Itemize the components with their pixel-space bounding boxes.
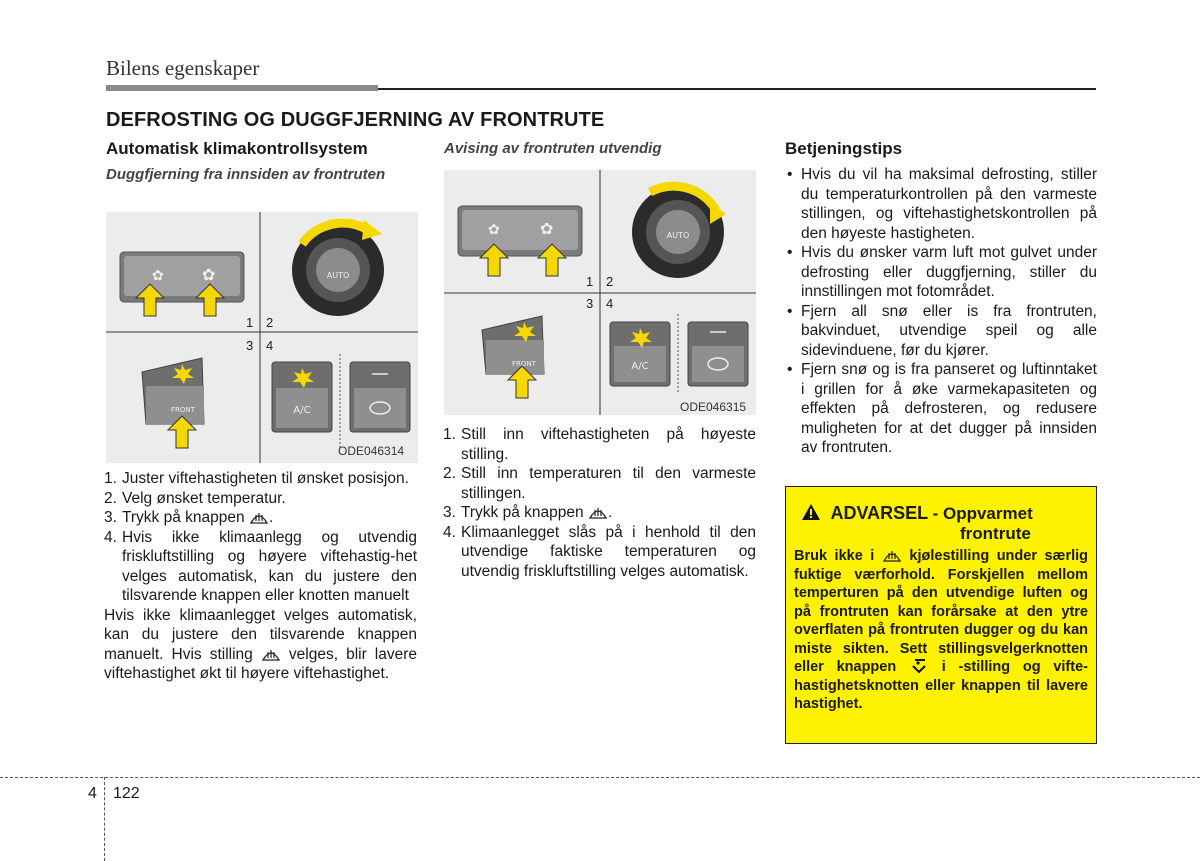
svg-text:✿: ✿ [540,219,554,238]
col2-text [443,425,756,581]
section-title: DEFROSTING OG DUGGFJERNING AV FRONTRUTE [106,109,605,131]
tip-item: • Hvis du ønsker varm luft mot gulvet under defrosting eller duggfjerning, stiller du innstillingen mot fotområdet. [785,243,1097,302]
col2-step-2: 2. Still inn temperaturen til den varmeste stillingen. [443,465,756,502]
tip-item: • Fjern snø og is fra panseret og luftinntaket i grillen for å øke varmekapasiteten og effekten på defrosteren, og redusere muligheten for at det dugger på innsiden av frontruten. [785,360,1097,458]
col1-step-4: 4. Hvis ikke klimaanlegg og utvendig friskluftstilling og høyere viftehastig-het velges automatisk, kan du justere den tilsvarende knappen eller knotten manuelt [104,528,417,604]
floor-defrost-mode-icon [909,658,929,674]
fig1-label-1: 1 [246,315,254,330]
fig2-label-3: 3 [586,296,594,311]
svg-text:A/C: A/C [631,361,649,372]
header-rule-gray [106,85,378,91]
col1-heading: Automatisk klimakontrollsystem [106,139,368,158]
column-1 [106,139,418,185]
chapter-number: 4 [88,785,97,802]
col3-heading: Betjeningstips [785,139,903,158]
svg-text:✿: ✿ [202,265,216,284]
tip-item: • Fjern all snø eller is fra frontruten, bakvinduet, utvendige speil og alle sidevinduene, før du kjører. [785,302,1097,361]
warning-box [785,486,1097,744]
figure-1-illustration [106,212,418,463]
col2-steps [443,425,756,581]
defrost-front-icon [261,646,281,662]
warning-triangle-icon [802,504,820,520]
fig1-label-2: 2 [266,315,274,330]
header-title: Bilens egenskaper [106,56,260,80]
svg-text:FRONT: FRONT [171,406,195,414]
warning-text: Bruk ikke i kjølestilling under særlig fuktige værforhold. Forskjellen mellom temperturen på den utvendige luften og på frontruten kan forårsake at den ytre overflaten på frontruten dugger og du kan miste sikten. Sett stillingsvelgerknotten eller knappen i -stilling og vifte-hastighetsknotten eller knappen til lavere hastighet. [794,548,1089,712]
col1-step-3: 3. Trykk på knappen . [104,509,274,526]
col1-step-1: 1. Juster viftehastigheten til ønsket posisjon. [104,470,409,487]
defrost-front-icon [882,547,902,563]
fig1-label-4: 4 [266,338,274,353]
figure-2-illustration [444,170,756,415]
fig2-label-2: 2 [606,274,614,289]
figure-1-code: ODE046314 [338,444,405,458]
footer-divider [0,777,1200,778]
defrost-front-icon [249,509,269,525]
fig2-label-1: 1 [586,274,594,289]
svg-text:AUTO: AUTO [326,271,350,280]
column-3 [785,139,1097,458]
svg-text:AUTO: AUTO [666,231,690,240]
header-rule-black [378,88,1096,90]
page-number: 122 [113,785,140,802]
col2-subheading: Avising av frontruten utvendig [444,140,662,157]
col1-text [104,469,417,684]
fig1-label-3: 3 [246,338,254,353]
figure-2 [444,170,756,415]
footer-vertical-divider [104,777,105,861]
col3-tips [785,165,1097,458]
svg-text:A/C: A/C [293,405,311,416]
figure-1 [106,212,418,463]
warning-header [798,503,1088,544]
col1-steps [104,469,417,606]
col2-step-1: 1. Still inn viftehastigheten på høyeste stilling. [443,426,756,463]
svg-text:✿: ✿ [152,268,164,284]
fig2-label-4: 4 [606,296,614,311]
svg-text:✿: ✿ [488,222,500,238]
col2-step-4: 4. Klimaanlegget slås på i henhold til den utvendige faktiske temperaturen og utvendig friskluftstilling velges automatisk. [443,523,756,580]
tip-item: • Hvis du vil ha maksimal defrosting, stiller du temperaturkontrollen på den varmeste stillingen, og viftehastighetskontrollen på den høyeste hastigheten. [785,165,1097,243]
col1-subheading: Duggfjerning fra innsiden av frontruten [106,166,386,183]
col1-step-2: 2. Velg ønsket temperatur. [104,489,286,507]
col2-step-3: 3. Trykk på knappen . [443,504,613,521]
svg-text:FRONT: FRONT [512,360,536,368]
col1-paragraph: Hvis ikke klimaanlegget velges automatisk, kan du justere den tilsvarende knappen manuelt. Hvis stilling velges, blir lavere viftehastighet økt til høyere viftehastighet. [104,606,418,682]
warning-subtitle-1: - Oppvarmet [932,504,1033,523]
defrost-front-icon [588,504,608,520]
warning-title: ADVARSEL [830,503,929,523]
warning-subtitle-2: frontrute [960,524,1031,543]
figure-2-code: ODE046315 [680,400,747,414]
